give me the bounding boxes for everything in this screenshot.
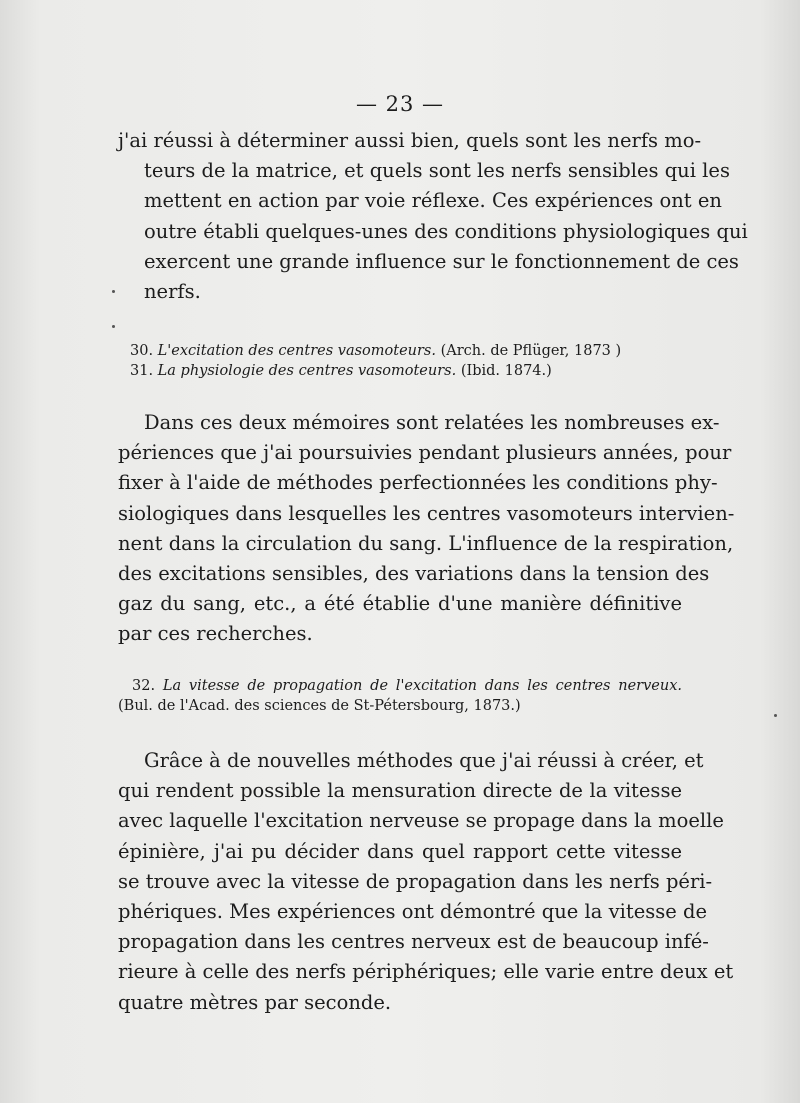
paragraph-3 [118, 746, 734, 1018]
reference-title: La vitesse de propagation de l'excitation dans les centres nerveux. [162, 678, 683, 694]
reference-list-2 [118, 676, 682, 716]
text-line: épinière, j'ai pu décider dans quel rapport cette vitesse [118, 839, 682, 863]
text-line: siologiques dans lesquelles les centres vasomoteurs intervien- [118, 501, 735, 525]
text-line: qui rendent possible la mensuration directe de la vitesse [118, 779, 682, 803]
text-line: avec laquelle l'excitation nerveuse se propage dans la moelle [118, 809, 724, 833]
text-line: périences que j'ai poursuivies pendant plusieurs années, pour [118, 441, 732, 465]
text-line: rieure à celle des nerfs périphériques; elle varie entre deux et [118, 960, 734, 984]
text-line: nent dans la circulation du sang. L'influence de la respiration, [118, 531, 734, 555]
reference-30 [130, 341, 682, 361]
print-speck [112, 325, 115, 328]
text-line: propagation dans les centres nerveux est de beaucoup infé- [118, 930, 709, 954]
reference-title: L'excitation des centres vasomoteurs. [157, 343, 436, 359]
text-line: Grâce à de nouvelles méthodes que j'ai réussi à créer, et [144, 749, 704, 772]
text-line: par ces recherches. [118, 622, 313, 646]
reference-title: La physiologie des centres vasomoteurs. [157, 363, 457, 379]
print-speck [774, 714, 777, 717]
text-line: des excitations sensibles, des variations dans la tension des [118, 562, 710, 586]
text-line: exercent une grande influence sur le fonctionnement de ces [144, 249, 739, 273]
paragraph-2 [118, 408, 735, 650]
reference-number: 32. [132, 678, 156, 694]
text-line: quatre mètres par seconde. [118, 990, 392, 1014]
reference-source: (Bul. de l'Acad. des sciences de St-Pétersbourg, 1873.) [118, 698, 521, 714]
text-line: teurs de la matrice, et quels sont les nerfs sensibles qui les [144, 159, 730, 183]
text-line: se trouve avec la vitesse de propagation dans les nerfs péri- [118, 869, 713, 893]
reference-number: 31. [130, 363, 154, 379]
reference-31 [130, 361, 682, 381]
reference-source: (Ibid. 1874.) [460, 363, 552, 379]
text-line: fixer à l'aide de méthodes perfectionnées les conditions phy- [118, 471, 718, 495]
text-line: mettent en action par voie réflexe. Ces expériences ont en [144, 189, 722, 213]
text-line: outre établi quelques-unes des conditions physiologiques qui [144, 219, 748, 243]
text-line: nerfs. [144, 280, 201, 304]
text-line: phériques. Mes expériences ont démontré que la vitesse de [118, 900, 708, 924]
reference-list-1 [130, 341, 682, 381]
paragraph-1 [118, 126, 748, 307]
text-line: j'ai réussi à déterminer aussi bien, quels sont les nerfs mo- [118, 129, 702, 152]
text-line: gaz du sang, etc., a été établie d'une manière définitive [118, 592, 682, 616]
reference-number: 30. [130, 343, 154, 359]
page-number: — 23 — [355, 92, 445, 116]
reference-32 [118, 676, 682, 696]
reference-source: (Arch. de Pflüger, 1873 ) [440, 343, 622, 359]
text-line: Dans ces deux mémoires sont relatées les nombreuses ex- [144, 411, 720, 434]
print-speck [112, 290, 115, 293]
